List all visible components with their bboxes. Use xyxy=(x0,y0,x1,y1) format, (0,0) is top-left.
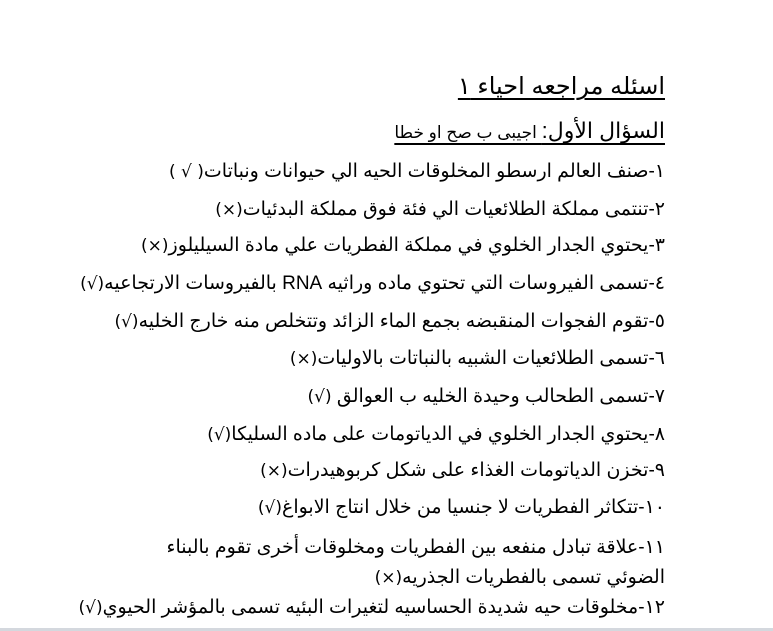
question-item xyxy=(260,457,665,485)
question-number: ٦ xyxy=(654,348,665,369)
question-number: ٩ xyxy=(654,460,665,481)
answer-mark: (×) xyxy=(141,236,169,256)
question-text: تسمى الطلائعيات الشبيه بالنباتات بالاوليات xyxy=(317,348,649,369)
question-separator: - xyxy=(648,424,655,445)
answer-mark: (√) xyxy=(307,387,332,407)
question-item xyxy=(307,383,665,411)
answer-mark: ( √ ) xyxy=(169,162,204,182)
question-item xyxy=(114,308,665,336)
question-separator: - xyxy=(648,199,655,220)
question-separator: - xyxy=(648,348,655,369)
section-label: السؤال الأول: xyxy=(541,118,665,143)
answer-mark: (√) xyxy=(207,425,232,445)
question-separator: - xyxy=(638,597,645,618)
answer-mark: (×) xyxy=(215,200,243,220)
question-number: ١ xyxy=(654,161,665,182)
document-title: اسئله مراجعه احياء ١ xyxy=(457,73,665,100)
question-text: تقوم الفجوات المنقبضه بجمع الماء الزائد وتتخلص منه خارج الخليه xyxy=(138,311,649,332)
question-item xyxy=(215,196,665,224)
question-text: تنتمى مملكة الطلائعيات الي فئة فوق مملكة البدئيات xyxy=(242,199,649,220)
question-number: ٣ xyxy=(654,235,665,256)
answer-mark: (×) xyxy=(289,349,318,369)
question-text: تسمى الفيروسات التي تحتوي ماده وراثيه RNA بالفيروسات الارتجاعيه xyxy=(104,273,649,294)
question-text: تسمى الطحالب وحيدة الخليه ب العوالق xyxy=(331,386,649,407)
question-item xyxy=(141,232,665,260)
question-text: يحتوي الجدار الخلوي في الدياتومات على ماده السليكا xyxy=(231,424,649,445)
question-separator: - xyxy=(638,537,645,558)
question-text: مخلوقات حيه شديدة الحساسيه لتغيرات البئيه تسمى بالمؤشر الحيوي xyxy=(102,597,639,618)
question-text: علاقة تبادل منفعه بين الفطريات ومخلوقات أخرى تقوم بالبناء الضوئي تسمى بالفطريات الجذريه xyxy=(166,537,665,588)
question-separator: - xyxy=(648,235,655,256)
answer-mark: (√) xyxy=(257,498,282,518)
question-item xyxy=(169,158,665,186)
question-text: صنف العالم ارسطو المخلوقات الحيه الي حيوانات ونباتات xyxy=(203,161,649,182)
question-number: ٤ xyxy=(654,273,665,294)
question-separator: - xyxy=(648,273,655,294)
question-separator: - xyxy=(638,497,645,518)
section-heading xyxy=(394,116,665,148)
question-item xyxy=(258,494,665,522)
question-number: ٥ xyxy=(654,311,665,332)
question-item xyxy=(290,345,665,373)
question-item xyxy=(79,594,666,622)
answer-mark: (√) xyxy=(80,274,105,294)
question-text: تخزن الدياتومات الغذاء على شكل كربوهيدرات xyxy=(287,460,649,481)
question-separator: - xyxy=(648,386,655,407)
question-number: ١٠ xyxy=(644,497,665,518)
answer-mark: (√) xyxy=(78,598,103,618)
answer-mark: (×) xyxy=(374,568,403,588)
section-instruction: اجيبى ب صح او خطا xyxy=(394,123,542,142)
question-number: ١٢ xyxy=(644,597,665,618)
question-number: ٨ xyxy=(654,424,665,445)
question-separator: - xyxy=(648,161,655,182)
question-number: ٧ xyxy=(654,386,665,407)
question-item xyxy=(105,533,665,593)
question-number: ٢ xyxy=(654,199,665,220)
question-text: تتكاثر الفطريات لا جنسيا من خلال انتاج الابواغ xyxy=(282,497,639,518)
question-text: يحتوي الجدار الخلوي في مملكة الفطريات علي مادة السيليلوز xyxy=(168,235,649,256)
question-item xyxy=(80,270,665,298)
question-separator: - xyxy=(648,460,655,481)
question-number: ١١ xyxy=(644,537,665,558)
question-separator: - xyxy=(648,311,655,332)
answer-mark: (×) xyxy=(260,461,288,481)
question-item xyxy=(207,421,665,449)
answer-mark: (√) xyxy=(114,312,139,332)
